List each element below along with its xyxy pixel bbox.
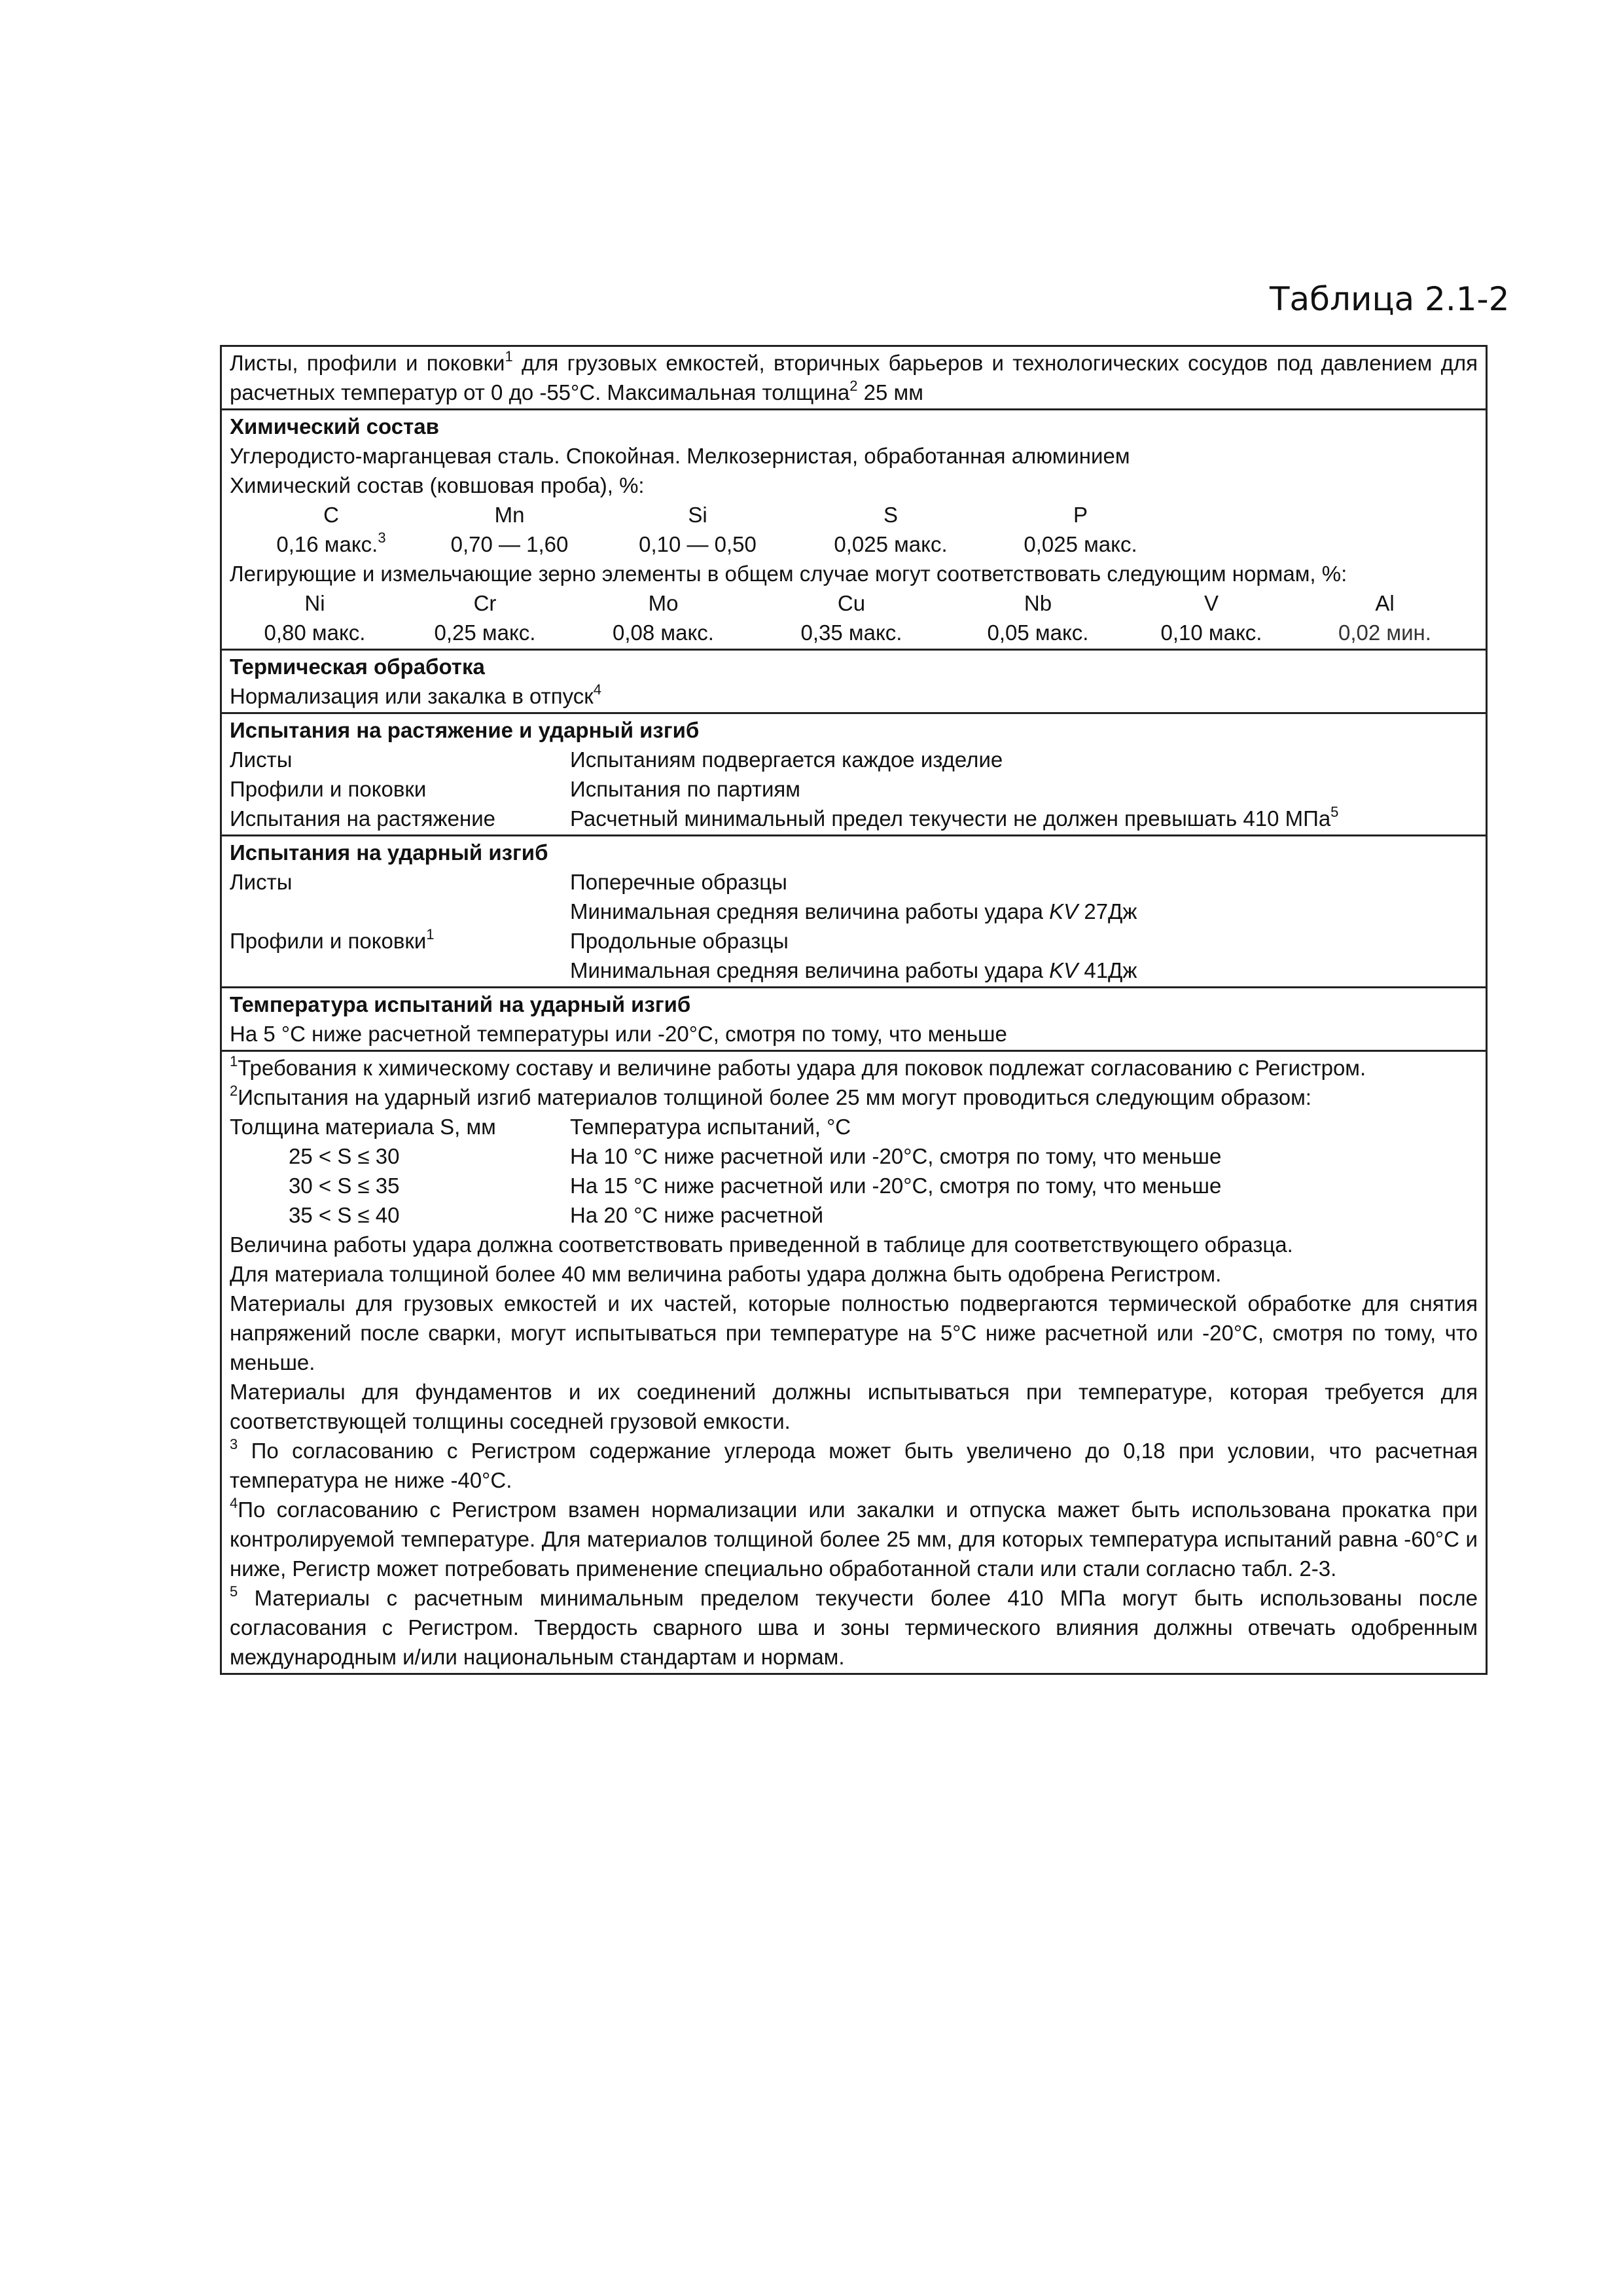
heat-text: Нормализация или закалка в отпуск	[230, 684, 594, 708]
impact-row-value: Поперечные образцы	[570, 870, 787, 894]
impact-temp-text: На 5 °С ниже расчетной температуры или -20°С, смотря по тому, что меньше	[230, 1022, 1007, 1046]
impact-row	[230, 956, 1478, 985]
tensile-row-value: Испытания по партиям	[570, 777, 800, 801]
thickness-temp: На 10 °С ниже расчетной или -20°С, смотря по тому, что меньше	[570, 1144, 1222, 1168]
element-name: P	[1073, 503, 1088, 527]
footnote-text: Испытания на ударный изгиб материалов толщиной более 25 мм могут проводиться следующим образом:	[238, 1085, 1311, 1109]
footnote-2	[230, 1083, 1478, 1112]
footnote-mark: 3	[230, 1436, 238, 1452]
impact-row-value: Продольные образцы	[570, 929, 789, 953]
intro-text: для грузовых емкостей, вторичных барьеров и технологических сосудов под давлением для расчетных температур от 0 до -55°С. Максимальная толщина	[230, 351, 1478, 404]
table-intro	[222, 347, 1486, 408]
thickness-range: 25 < S ≤ 30	[289, 1144, 400, 1168]
element-value: 0,05 макс.	[987, 620, 1089, 645]
footnote-3	[230, 1436, 1478, 1495]
intro-text: 25 мм	[857, 380, 923, 404]
thickness-row	[230, 1171, 1478, 1200]
value-text: 41Дж	[1078, 958, 1137, 982]
element-value: 0,08 макс.	[613, 620, 714, 645]
element-name: V	[1204, 591, 1219, 615]
thickness-range: 35 < S ≤ 40	[289, 1203, 400, 1227]
element-value: 0,25 макс.	[434, 620, 536, 645]
impact-row	[230, 897, 1478, 926]
tensile-row-label: Листы	[230, 747, 293, 772]
note-paragraph: Материалы для фундаментов и их соединений должны испытываться при температуре, которая требуется для соответствующей толщины соседней грузовой емкости.	[230, 1380, 1478, 1433]
element-value: 0,025 макс.	[834, 532, 948, 556]
chem-line: Химический состав (ковшовая проба), %:	[230, 473, 645, 497]
tensile-row-value: Испытаниям подвергается каждое изделие	[570, 747, 1003, 772]
tensile-row	[230, 804, 1478, 833]
footnote-ref: 2	[849, 378, 858, 394]
value-text: Минимальная средняя величина работы удара	[570, 958, 1050, 982]
footnote-ref: 3	[378, 529, 386, 546]
footnote-mark: 4	[230, 1495, 238, 1511]
alloy-element-names	[230, 588, 1478, 618]
tensile-row	[230, 774, 1478, 804]
footnote-1	[230, 1053, 1478, 1083]
impact-row	[230, 867, 1478, 897]
spacer	[230, 956, 570, 985]
tensile-section	[222, 712, 1486, 834]
element-name: C	[323, 503, 339, 527]
impact-row-value	[570, 956, 1478, 985]
element-name: Al	[1375, 591, 1395, 615]
tensile-row-label: Испытания на растяжение	[230, 806, 495, 831]
footnote-text: Материалы с расчетным минимальным пределом текучести более 410 МПа могут быть использованы после согласования с Регистром. Твердость сварного шва и зоны термического влияния должны отвечать одобренным международным и/или национальным стандартам и нормам.	[230, 1586, 1478, 1669]
element-value: 0,02 мин.	[1338, 620, 1431, 645]
footnote-4	[230, 1495, 1478, 1583]
value-text: 27Дж	[1078, 899, 1137, 924]
chem-section	[222, 408, 1486, 649]
heat-text-line	[230, 681, 1478, 711]
section-header: Термическая обработка	[230, 655, 485, 679]
element-value: 0,35 макс.	[800, 620, 902, 645]
element-names	[230, 500, 1478, 529]
footnote-ref: 1	[505, 348, 513, 365]
alloy-line: Легирующие и измельчающие зерно элементы в общем случае могут соответствовать следующим нормам, %:	[230, 562, 1347, 586]
impact-row-label: Листы	[230, 870, 293, 894]
thickness-head	[230, 1112, 1478, 1141]
label-text: Профили и поковки	[230, 929, 427, 953]
thickness-head-label: Толщина материала S, мм	[230, 1115, 496, 1139]
impact-row-label	[230, 926, 570, 956]
element-name: S	[883, 503, 898, 527]
alloy-element-values	[230, 618, 1478, 647]
thickness-range: 30 < S ≤ 35	[289, 1174, 400, 1198]
element-name: Ni	[304, 591, 325, 615]
footnote-ref: 4	[593, 681, 601, 698]
requirements-table	[220, 345, 1488, 1675]
element-name: Cu	[837, 591, 866, 615]
thickness-row	[230, 1200, 1478, 1230]
note-paragraph: Материалы для грузовых емкостей и их частей, которые полностью подвергаются термической обработке для снятия напряжений после сварки, могут испытываться при температуре на 5°С ниже расчетной или -20°С, смотря по тому, что меньше.	[230, 1291, 1478, 1374]
element-value: 0,80 макс.	[264, 620, 366, 645]
kv-symbol: KV	[1049, 958, 1079, 982]
element-name: Si	[688, 503, 707, 527]
element-name: Mn	[494, 503, 525, 527]
element-value: 0,70 — 1,60	[450, 532, 569, 556]
chem-line: Углеродисто-марганцевая сталь. Спокойная. Мелкозернистая, обработанная алюминием	[230, 444, 1130, 468]
footnote-mark: 5	[230, 1583, 238, 1600]
kv-symbol: KV	[1049, 899, 1079, 924]
footnote-5	[230, 1583, 1478, 1672]
footnote-text: По согласованию с Регистром содержание углерода может быть увеличено до 0,18 при условии, что расчетная температура не ниже -40°С.	[230, 1439, 1478, 1492]
thickness-temp: На 15 °С ниже расчетной или -20°С, смотря по тому, что меньше	[570, 1174, 1222, 1198]
section-header: Испытания на растяжение и ударный изгиб	[230, 718, 700, 742]
footnote-ref: 1	[426, 926, 435, 942]
element-values	[230, 529, 1478, 559]
tensile-row-value	[570, 804, 1478, 833]
value-text: 0,16 макс.	[276, 532, 378, 556]
footnote-mark: 2	[230, 1083, 238, 1099]
thickness-temp: На 20 °С ниже расчетной	[570, 1203, 824, 1227]
element-name: Cr	[473, 591, 497, 615]
tensile-row	[230, 745, 1478, 774]
section-header: Испытания на ударный изгиб	[230, 840, 548, 865]
impact-row	[230, 926, 1478, 956]
thickness-head-value: Температура испытаний, °С	[570, 1115, 851, 1139]
impact-row-value	[570, 897, 1478, 926]
element-value: 0,10 — 0,50	[639, 532, 757, 556]
note-paragraph: Величина работы удара должна соответствовать приведенной в таблице для соответствующего образца.	[230, 1232, 1293, 1257]
footnote-text: По согласованию с Регистром взамен нормализации или закалки и отпуска мажет быть использована прокатка при контролируемой температуре. Для материалов толщиной более 25 мм, для которых температура испытаний равна -60°С и ниже, Регистр может потребовать применение специально обработанной стали или стали согласно табл. 2-3.	[230, 1498, 1478, 1581]
spacer	[230, 897, 570, 926]
thickness-row	[230, 1141, 1478, 1171]
tensile-row-label: Профили и поковки	[230, 777, 427, 801]
element-name: Nb	[1024, 591, 1052, 615]
section-header: Химический состав	[230, 414, 439, 439]
footnotes-section	[222, 1050, 1486, 1673]
intro-text: Листы, профили и поковки	[230, 351, 505, 375]
element-value: 0,025 макс.	[1024, 532, 1137, 556]
footnote-mark: 1	[230, 1053, 238, 1069]
table-title: Таблица 2.1-2	[1270, 280, 1510, 318]
value-text: Минимальная средняя величина работы удара	[570, 899, 1050, 924]
section-header: Температура испытаний на ударный изгиб	[230, 992, 691, 1016]
impact-section	[222, 834, 1486, 986]
element-value: 0,10 макс.	[1160, 620, 1262, 645]
element-value	[243, 529, 419, 559]
footnote-text: Требования к химическому составу и величине работы удара для поковок подлежат согласованию с Регистром.	[238, 1056, 1366, 1080]
impact-temp-section	[222, 986, 1486, 1050]
note-paragraph: Для материала толщиной более 40 мм величина работы удара должна быть одобрена Регистром.	[230, 1262, 1222, 1286]
heat-section	[222, 649, 1486, 712]
element-name: Mo	[648, 591, 679, 615]
value-text: Расчетный минимальный предел текучести не должен превышать 410 МПа	[570, 806, 1331, 831]
footnote-ref: 5	[1330, 804, 1339, 820]
